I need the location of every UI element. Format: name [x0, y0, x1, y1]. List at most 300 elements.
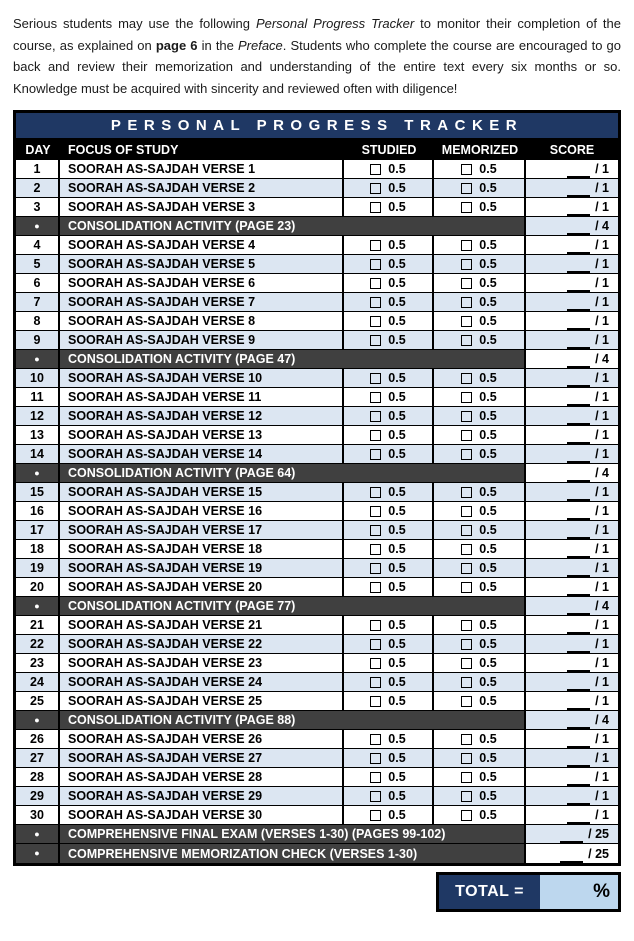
day-number: 30	[16, 806, 60, 824]
day-number: 6	[16, 274, 60, 292]
memorized-cell	[434, 502, 526, 520]
focus-label: SOORAH AS-SAJDAH VERSE 22	[60, 635, 344, 653]
memorized-cell	[434, 768, 526, 786]
memorized-checkbox[interactable]	[461, 411, 472, 422]
studied-checkbox[interactable]	[370, 582, 381, 593]
memorized-cell	[434, 369, 526, 387]
studied-checkbox[interactable]	[370, 316, 381, 327]
studied-points: 0.5	[388, 523, 406, 537]
studied-cell	[344, 293, 434, 311]
studied-checkbox[interactable]	[370, 183, 381, 194]
score-denominator: / 1	[595, 276, 609, 290]
score-denominator: / 1	[595, 789, 609, 803]
score-cell	[526, 597, 618, 615]
memorized-cell	[434, 654, 526, 672]
studied-cell	[344, 236, 434, 254]
section-row	[16, 464, 618, 483]
score-blank	[567, 468, 590, 482]
memorized-checkbox[interactable]	[461, 297, 472, 308]
score-denominator: / 1	[595, 637, 609, 651]
section-label: CONSOLIDATION ACTIVITY (PAGE 64)	[60, 464, 526, 482]
memorized-checkbox[interactable]	[461, 563, 472, 574]
score-blank	[567, 449, 590, 463]
studied-cell	[344, 654, 434, 672]
memorized-checkbox[interactable]	[461, 734, 472, 745]
studied-checkbox[interactable]	[370, 639, 381, 650]
memorized-points: 0.5	[479, 257, 497, 271]
memorized-cell	[434, 293, 526, 311]
studied-cell	[344, 274, 434, 292]
memorized-points: 0.5	[479, 181, 497, 195]
studied-checkbox[interactable]	[370, 297, 381, 308]
score-cell	[526, 806, 618, 824]
day-row	[16, 407, 618, 426]
focus-label: SOORAH AS-SAJDAH VERSE 26	[60, 730, 344, 748]
score-cell	[526, 464, 618, 482]
memorized-cell	[434, 521, 526, 539]
studied-checkbox[interactable]	[370, 335, 381, 346]
memorized-checkbox[interactable]	[461, 525, 472, 536]
memorized-points: 0.5	[479, 675, 497, 689]
bullet-icon: ●	[34, 353, 40, 364]
intro-text-segment: . Students who complete the course are encouraged to go back and review their memorization and understanding of the entire text every six months or so. Knowledge must be acquired with sincerity and reviewed often with diligence!	[13, 37, 621, 96]
score-denominator: / 1	[595, 333, 609, 347]
studied-points: 0.5	[388, 428, 406, 442]
focus-label: SOORAH AS-SAJDAH VERSE 15	[60, 483, 344, 501]
studied-cell	[344, 255, 434, 273]
score-blank	[567, 677, 590, 691]
memorized-checkbox[interactable]	[461, 392, 472, 403]
section-label: CONSOLIDATION ACTIVITY (PAGE 23)	[60, 217, 526, 235]
score-cell	[526, 787, 618, 805]
memorized-points: 0.5	[479, 770, 497, 784]
day-row	[16, 236, 618, 255]
score-denominator: / 1	[595, 409, 609, 423]
studied-checkbox[interactable]	[370, 753, 381, 764]
studied-cell	[344, 312, 434, 330]
score-cell	[526, 198, 618, 216]
memorized-checkbox[interactable]	[461, 259, 472, 270]
score-blank	[560, 829, 583, 843]
document-page	[0, 13, 634, 941]
memorized-cell	[434, 749, 526, 767]
section-row	[16, 217, 618, 236]
studied-cell	[344, 635, 434, 653]
day-number: 14	[16, 445, 60, 463]
bullet-icon: ●	[34, 828, 40, 839]
day-row	[16, 331, 618, 350]
score-cell	[526, 673, 618, 691]
score-blank	[567, 582, 590, 596]
section-row	[16, 350, 618, 369]
day-number: 17	[16, 521, 60, 539]
bullet-icon: ●	[34, 714, 40, 725]
score-cell	[526, 179, 618, 197]
score-cell	[526, 293, 618, 311]
memorized-cell	[434, 730, 526, 748]
score-blank	[567, 544, 590, 558]
focus-label: SOORAH AS-SAJDAH VERSE 19	[60, 559, 344, 577]
day-row	[16, 369, 618, 388]
day-number: 22	[16, 635, 60, 653]
memorized-checkbox[interactable]	[461, 658, 472, 669]
day-row	[16, 502, 618, 521]
memorized-points: 0.5	[479, 504, 497, 518]
progress-tracker-table	[13, 110, 621, 866]
score-blank	[567, 297, 590, 311]
focus-label: SOORAH AS-SAJDAH VERSE 3	[60, 198, 344, 216]
studied-cell	[344, 483, 434, 501]
studied-checkbox[interactable]	[370, 696, 381, 707]
score-blank	[567, 335, 590, 349]
day-row	[16, 654, 618, 673]
memorized-checkbox[interactable]	[461, 373, 472, 384]
score-cell	[526, 654, 618, 672]
memorized-cell	[434, 179, 526, 197]
score-cell	[526, 445, 618, 463]
memorized-checkbox[interactable]	[461, 449, 472, 460]
score-blank	[567, 810, 590, 824]
memorized-points: 0.5	[479, 656, 497, 670]
memorized-checkbox[interactable]	[461, 506, 472, 517]
day-number: 16	[16, 502, 60, 520]
memorized-cell	[434, 198, 526, 216]
day-row	[16, 768, 618, 787]
studied-cell	[344, 407, 434, 425]
day-row	[16, 806, 618, 825]
focus-label: SOORAH AS-SAJDAH VERSE 30	[60, 806, 344, 824]
memorized-checkbox[interactable]	[461, 183, 472, 194]
score-denominator: / 4	[595, 352, 609, 366]
memorized-checkbox[interactable]	[461, 582, 472, 593]
memorized-checkbox[interactable]	[461, 164, 472, 175]
day-row	[16, 787, 618, 806]
studied-checkbox[interactable]	[370, 677, 381, 688]
memorized-checkbox[interactable]	[461, 430, 472, 441]
studied-checkbox[interactable]	[370, 563, 381, 574]
section-row	[16, 597, 618, 616]
memorized-points: 0.5	[479, 580, 497, 594]
bullet-cell	[16, 844, 60, 863]
studied-points: 0.5	[388, 295, 406, 309]
studied-checkbox[interactable]	[370, 791, 381, 802]
day-row	[16, 521, 618, 540]
day-number: 27	[16, 749, 60, 767]
studied-points: 0.5	[388, 181, 406, 195]
col-header-studied: STUDIED	[361, 143, 417, 157]
col-header-memorized: MEMORIZED	[441, 143, 519, 157]
focus-label: SOORAH AS-SAJDAH VERSE 23	[60, 654, 344, 672]
score-cell	[526, 388, 618, 406]
memorized-cell	[434, 255, 526, 273]
memorized-checkbox[interactable]	[461, 753, 472, 764]
studied-points: 0.5	[388, 542, 406, 556]
day-number: 29	[16, 787, 60, 805]
memorized-checkbox[interactable]	[461, 240, 472, 251]
score-cell	[526, 825, 618, 843]
studied-checkbox[interactable]	[370, 487, 381, 498]
studied-cell	[344, 806, 434, 824]
score-denominator: / 1	[595, 561, 609, 575]
score-denominator: / 1	[595, 200, 609, 214]
intro-text-segment: Preface	[237, 37, 283, 53]
score-blank	[567, 221, 590, 235]
studied-checkbox[interactable]	[370, 506, 381, 517]
score-denominator: / 4	[595, 713, 609, 727]
studied-points: 0.5	[388, 276, 406, 290]
studied-checkbox[interactable]	[370, 449, 381, 460]
day-row	[16, 730, 618, 749]
bullet-icon: ●	[34, 848, 40, 858]
day-row	[16, 673, 618, 692]
studied-cell	[344, 559, 434, 577]
memorized-checkbox[interactable]	[461, 487, 472, 498]
studied-checkbox[interactable]	[370, 544, 381, 555]
memorized-points: 0.5	[479, 618, 497, 632]
score-blank	[567, 278, 590, 292]
memorized-cell	[434, 445, 526, 463]
memorized-checkbox[interactable]	[461, 772, 472, 783]
studied-cell	[344, 616, 434, 634]
memorized-checkbox[interactable]	[461, 810, 472, 821]
score-denominator: / 1	[595, 371, 609, 385]
studied-points: 0.5	[388, 447, 406, 461]
day-number: 10	[16, 369, 60, 387]
focus-label: SOORAH AS-SAJDAH VERSE 10	[60, 369, 344, 387]
studied-points: 0.5	[388, 200, 406, 214]
memorized-checkbox[interactable]	[461, 544, 472, 555]
studied-cell	[344, 521, 434, 539]
score-denominator: / 4	[595, 219, 609, 233]
bullet-icon: ●	[34, 600, 40, 611]
studied-cell	[344, 578, 434, 596]
score-cell	[526, 274, 618, 292]
section-row	[16, 711, 618, 730]
memorized-cell	[434, 635, 526, 653]
day-number: 5	[16, 255, 60, 273]
score-denominator: / 4	[595, 599, 609, 613]
intro-text-segment: in the	[197, 37, 238, 53]
studied-cell	[344, 768, 434, 786]
section-label: COMPREHENSIVE MEMORIZATION CHECK (VERSES 1-30)	[60, 844, 526, 863]
score-cell	[526, 559, 618, 577]
memorized-cell	[434, 407, 526, 425]
score-denominator: / 1	[595, 675, 609, 689]
studied-cell	[344, 692, 434, 710]
memorized-checkbox[interactable]	[461, 278, 472, 289]
score-denominator: / 25	[588, 827, 609, 841]
score-blank	[567, 373, 590, 387]
studied-cell	[344, 502, 434, 520]
focus-label: SOORAH AS-SAJDAH VERSE 17	[60, 521, 344, 539]
focus-label: SOORAH AS-SAJDAH VERSE 7	[60, 293, 344, 311]
score-denominator: / 1	[595, 770, 609, 784]
studied-points: 0.5	[388, 333, 406, 347]
memorized-points: 0.5	[479, 409, 497, 423]
score-cell	[526, 331, 618, 349]
score-blank	[567, 506, 590, 520]
score-blank	[567, 772, 590, 786]
studied-cell	[344, 749, 434, 767]
studied-checkbox[interactable]	[370, 734, 381, 745]
studied-cell	[344, 426, 434, 444]
score-denominator: / 1	[595, 504, 609, 518]
memorized-checkbox[interactable]	[461, 677, 472, 688]
score-denominator: / 1	[595, 732, 609, 746]
score-blank	[567, 791, 590, 805]
score-blank	[567, 639, 590, 653]
studied-cell	[344, 540, 434, 558]
studied-cell	[344, 369, 434, 387]
memorized-checkbox[interactable]	[461, 620, 472, 631]
score-denominator: / 1	[595, 295, 609, 309]
day-number: 4	[16, 236, 60, 254]
score-cell	[526, 502, 618, 520]
memorized-checkbox[interactable]	[461, 335, 472, 346]
score-cell	[526, 426, 618, 444]
memorized-checkbox[interactable]	[461, 316, 472, 327]
col-header-score: SCORE	[549, 143, 595, 157]
score-denominator: / 1	[595, 447, 609, 461]
score-blank	[567, 620, 590, 634]
memorized-checkbox[interactable]	[461, 202, 472, 213]
total-box	[436, 872, 621, 912]
studied-points: 0.5	[388, 314, 406, 328]
focus-label: SOORAH AS-SAJDAH VERSE 21	[60, 616, 344, 634]
score-cell	[526, 369, 618, 387]
score-denominator: / 1	[595, 238, 609, 252]
studied-checkbox[interactable]	[370, 620, 381, 631]
memorized-points: 0.5	[479, 276, 497, 290]
memorized-points: 0.5	[479, 447, 497, 461]
day-row	[16, 255, 618, 274]
score-denominator: / 1	[595, 808, 609, 822]
memorized-cell	[434, 160, 526, 178]
studied-checkbox[interactable]	[370, 373, 381, 384]
memorized-cell	[434, 312, 526, 330]
memorized-cell	[434, 616, 526, 634]
studied-checkbox[interactable]	[370, 658, 381, 669]
memorized-cell	[434, 388, 526, 406]
day-number: 23	[16, 654, 60, 672]
studied-checkbox[interactable]	[370, 430, 381, 441]
studied-cell	[344, 331, 434, 349]
score-blank	[567, 753, 590, 767]
score-denominator: / 1	[595, 485, 609, 499]
memorized-checkbox[interactable]	[461, 639, 472, 650]
memorized-points: 0.5	[479, 428, 497, 442]
memorized-checkbox[interactable]	[461, 791, 472, 802]
studied-checkbox[interactable]	[370, 772, 381, 783]
studied-checkbox[interactable]	[370, 392, 381, 403]
focus-label: SOORAH AS-SAJDAH VERSE 4	[60, 236, 344, 254]
studied-checkbox[interactable]	[370, 810, 381, 821]
score-denominator: / 1	[595, 162, 609, 176]
memorized-points: 0.5	[479, 162, 497, 176]
score-cell	[526, 407, 618, 425]
score-cell	[526, 540, 618, 558]
score-cell	[526, 635, 618, 653]
day-row	[16, 445, 618, 464]
score-cell	[526, 255, 618, 273]
score-blank	[567, 430, 590, 444]
score-denominator: / 4	[595, 466, 609, 480]
studied-points: 0.5	[388, 694, 406, 708]
focus-label: SOORAH AS-SAJDAH VERSE 8	[60, 312, 344, 330]
score-blank	[567, 354, 590, 368]
section-label: COMPREHENSIVE FINAL EXAM (VERSES 1-30) (PAGES 99-102)	[60, 825, 526, 843]
studied-checkbox[interactable]	[370, 525, 381, 536]
studied-checkbox[interactable]	[370, 411, 381, 422]
bullet-icon: ●	[34, 467, 40, 478]
day-number: 18	[16, 540, 60, 558]
memorized-cell	[434, 692, 526, 710]
memorized-points: 0.5	[479, 789, 497, 803]
day-number: 11	[16, 388, 60, 406]
day-number: 1	[16, 160, 60, 178]
score-blank	[567, 202, 590, 216]
score-blank	[567, 563, 590, 577]
studied-checkbox[interactable]	[370, 278, 381, 289]
focus-label: SOORAH AS-SAJDAH VERSE 24	[60, 673, 344, 691]
score-blank	[567, 183, 590, 197]
studied-points: 0.5	[388, 238, 406, 252]
score-cell	[526, 350, 618, 368]
memorized-points: 0.5	[479, 485, 497, 499]
memorized-cell	[434, 426, 526, 444]
day-row	[16, 426, 618, 445]
memorized-points: 0.5	[479, 371, 497, 385]
day-number: 24	[16, 673, 60, 691]
section-row	[16, 825, 618, 844]
total-row	[0, 872, 621, 912]
section-row	[16, 844, 618, 863]
memorized-cell	[434, 787, 526, 805]
studied-cell	[344, 787, 434, 805]
memorized-points: 0.5	[479, 808, 497, 822]
studied-checkbox[interactable]	[370, 164, 381, 175]
intro-paragraph	[13, 13, 621, 99]
memorized-points: 0.5	[479, 637, 497, 651]
memorized-cell	[434, 483, 526, 501]
memorized-checkbox[interactable]	[461, 696, 472, 707]
studied-points: 0.5	[388, 485, 406, 499]
day-row	[16, 274, 618, 293]
score-blank	[567, 487, 590, 501]
focus-label: SOORAH AS-SAJDAH VERSE 1	[60, 160, 344, 178]
focus-label: SOORAH AS-SAJDAH VERSE 14	[60, 445, 344, 463]
score-denominator: / 1	[595, 428, 609, 442]
studied-checkbox[interactable]	[370, 202, 381, 213]
bullet-cell	[16, 350, 60, 368]
memorized-cell	[434, 806, 526, 824]
focus-label: SOORAH AS-SAJDAH VERSE 25	[60, 692, 344, 710]
score-cell	[526, 160, 618, 178]
score-blank	[567, 164, 590, 178]
memorized-points: 0.5	[479, 295, 497, 309]
total-percent-cell: %	[540, 875, 618, 909]
memorized-cell	[434, 578, 526, 596]
studied-checkbox[interactable]	[370, 240, 381, 251]
memorized-points: 0.5	[479, 390, 497, 404]
studied-checkbox[interactable]	[370, 259, 381, 270]
score-cell	[526, 483, 618, 501]
memorized-points: 0.5	[479, 732, 497, 746]
score-blank	[567, 240, 590, 254]
focus-label: SOORAH AS-SAJDAH VERSE 20	[60, 578, 344, 596]
day-row	[16, 616, 618, 635]
studied-cell	[344, 730, 434, 748]
